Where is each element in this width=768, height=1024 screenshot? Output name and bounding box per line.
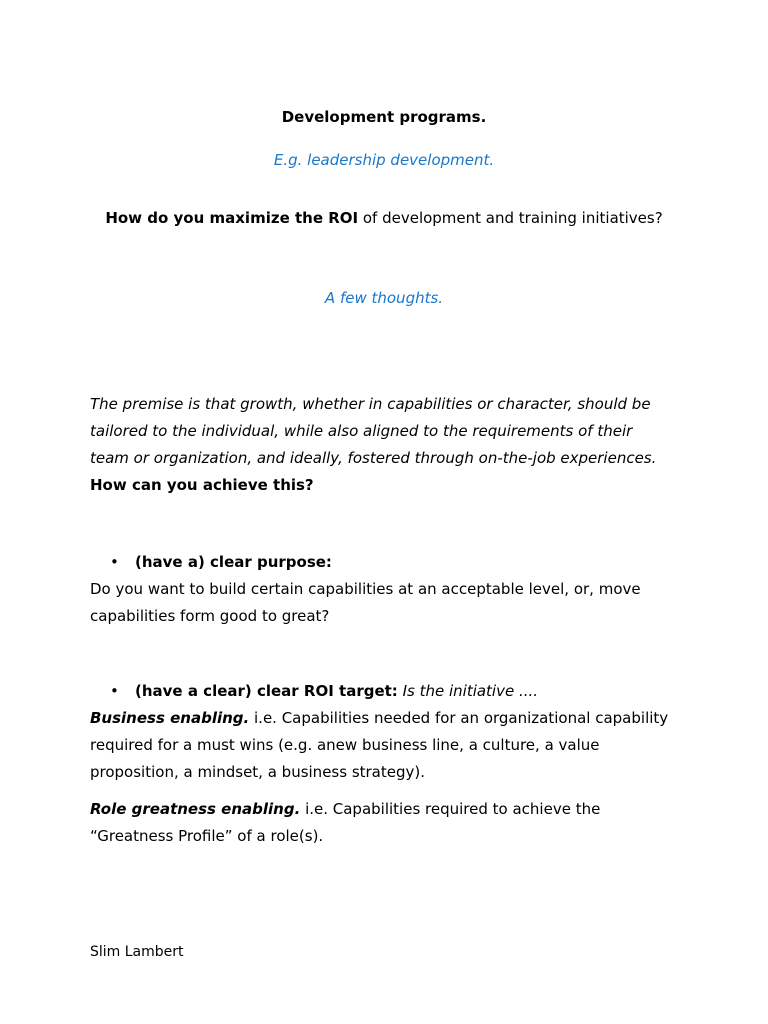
- role-term: Role greatness enabling.: [90, 800, 301, 818]
- page-title: Development programs.: [281, 108, 487, 126]
- purpose-line: Do you want to build certain capabilities at an acceptable level, or, move: [90, 580, 641, 598]
- premise-line: team or organization, and ideally, fostered through on-the-job experiences.: [90, 449, 657, 467]
- bullet-label: (have a) clear purpose:: [135, 553, 332, 571]
- business-line: proposition, a mindset, a business strategy).: [90, 763, 426, 781]
- bullet-label: (have a clear) clear ROI target:: [135, 682, 398, 700]
- bullet-clear-purpose: [90, 552, 332, 572]
- roi-question: [0, 208, 768, 228]
- footer-author: Slim Lambert: [90, 944, 184, 960]
- bullet-label-tail: Is the initiative ....: [397, 682, 539, 700]
- business-line: [90, 705, 690, 732]
- premise-line: The premise is that growth, whether in capabilities or character, should be: [90, 395, 651, 413]
- premise-paragraph: [90, 391, 690, 499]
- role-text: i.e. Capabilities required to achieve the: [300, 800, 601, 818]
- business-term: Business enabling.: [90, 709, 250, 727]
- premise-line: tailored to the individual, while also aligned to the requirements of their: [90, 422, 633, 440]
- premise-question: How can you achieve this?: [90, 476, 314, 494]
- bullet-marker: •: [110, 682, 119, 700]
- role-line: [90, 796, 690, 823]
- business-line: required for a must wins (e.g. anew business line, a culture, a value: [90, 736, 600, 754]
- role-greatness-paragraph: [90, 796, 690, 850]
- thoughts-heading: A few thoughts.: [324, 289, 444, 307]
- business-text: i.e. Capabilities needed for an organizational capability: [249, 709, 669, 727]
- roi-question-bold: How do you maximize the ROI: [105, 209, 359, 227]
- bullet-roi-target: [90, 681, 538, 701]
- purpose-paragraph: [90, 576, 690, 630]
- role-line: “Greatness Profile” of a role(s).: [90, 827, 324, 845]
- business-enabling-paragraph: [90, 705, 690, 786]
- subtitle: E.g. leadership development.: [273, 151, 495, 169]
- bullet-marker: •: [110, 553, 119, 571]
- purpose-line: capabilities form good to great?: [90, 607, 330, 625]
- roi-question-rest: of development and training initiatives?: [358, 209, 663, 227]
